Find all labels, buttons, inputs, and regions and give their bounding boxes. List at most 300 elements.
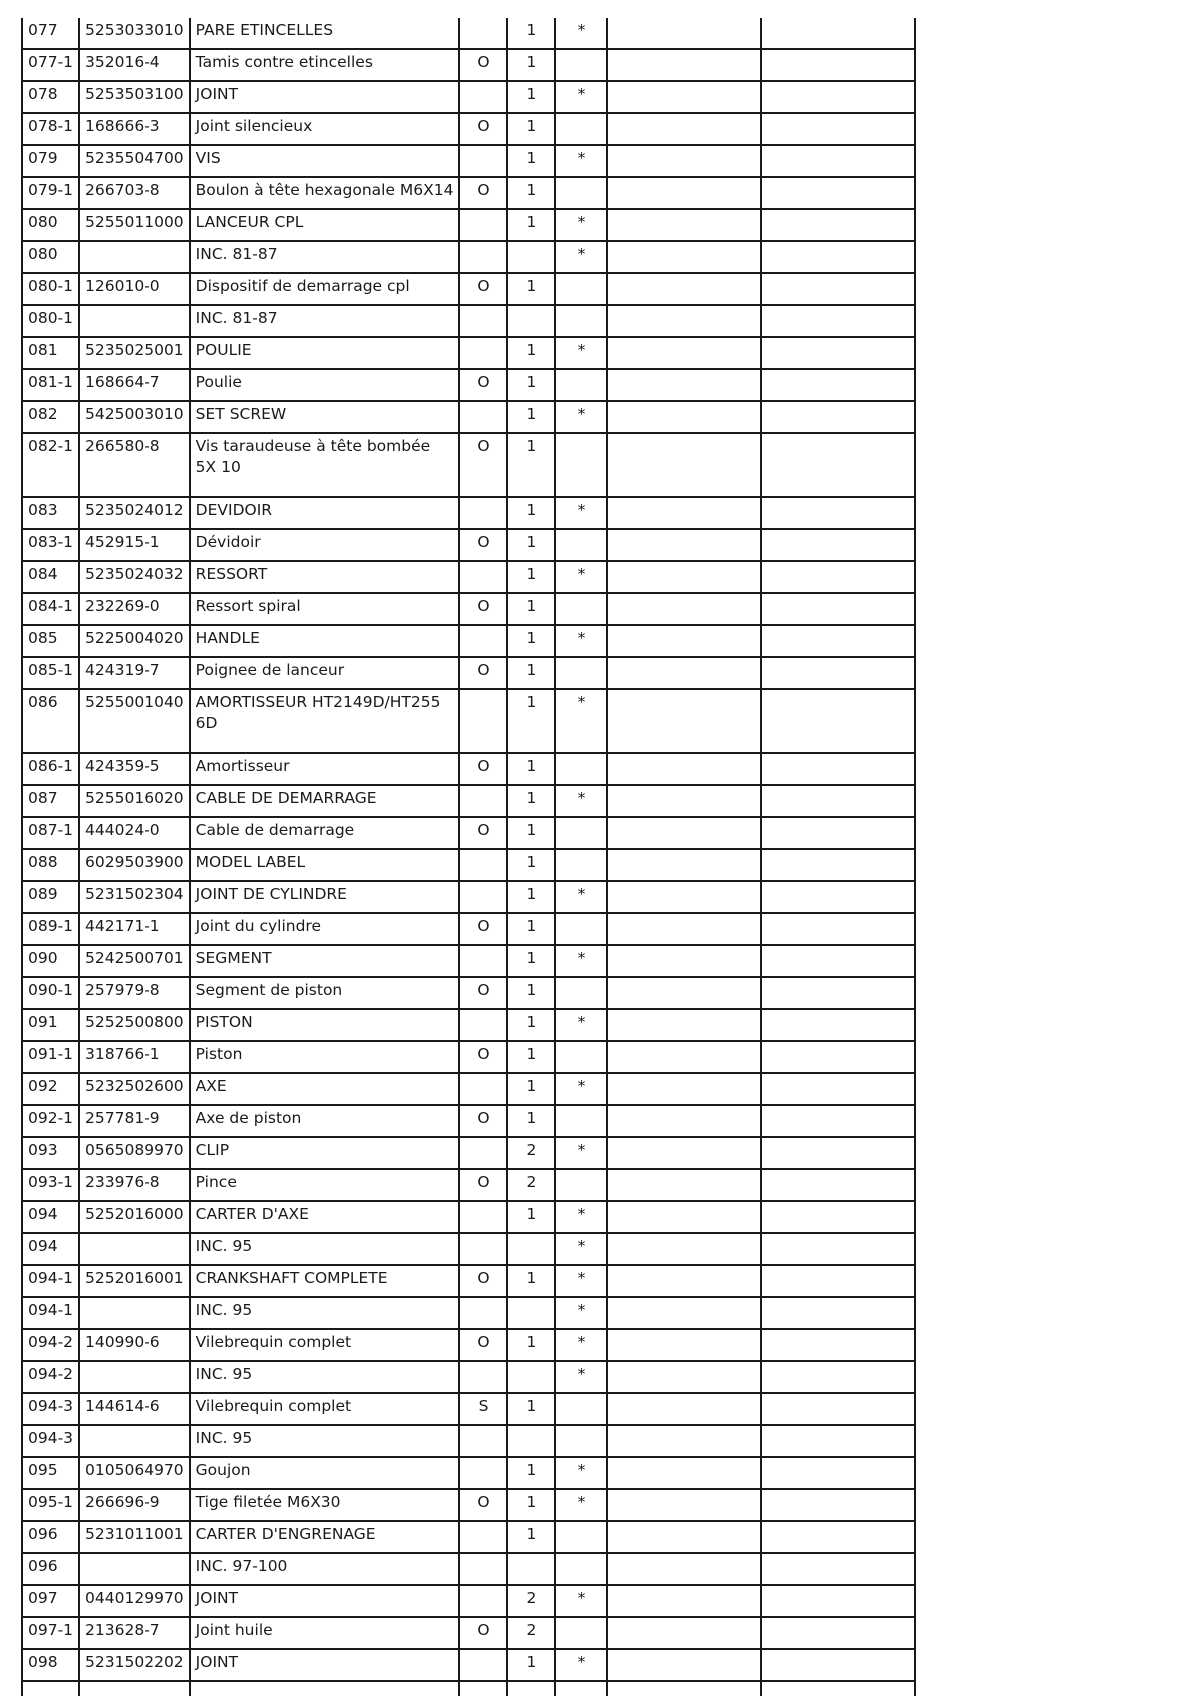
quantity-cell: 1 (507, 273, 555, 305)
marker-cell (555, 1553, 607, 1585)
empty-cell (761, 433, 915, 497)
description-cell: Amortisseur (190, 753, 460, 785)
table-row (22, 881, 915, 913)
table-row (22, 1041, 915, 1073)
part-number-cell: 424359-5 (79, 753, 190, 785)
empty-cell (607, 977, 761, 1009)
marker-cell: * (555, 881, 607, 913)
ref-cell: 091 (22, 1009, 79, 1041)
marker-cell: * (555, 1073, 607, 1105)
table-row (22, 1105, 915, 1137)
empty-cell (761, 1297, 915, 1329)
option-code-cell (459, 625, 507, 657)
empty-cell (607, 49, 761, 81)
description-cell: Vis taraudeuse à tête bombée 5X 10 (190, 433, 460, 497)
description-cell: Boulon à tête hexagonale M6X14 (190, 177, 460, 209)
empty-cell (607, 913, 761, 945)
table-row (22, 337, 915, 369)
option-code-cell: O (459, 753, 507, 785)
ref-cell: 086-1 (22, 753, 79, 785)
part-number-cell: 5252500800 (79, 1009, 190, 1041)
table-row (22, 561, 915, 593)
table-row (22, 1489, 915, 1521)
option-code-cell: O (459, 1105, 507, 1137)
ref-cell: 088 (22, 849, 79, 881)
empty-cell (607, 881, 761, 913)
marker-cell: * (555, 689, 607, 753)
option-code-cell (459, 1585, 507, 1617)
table-row (22, 625, 915, 657)
description-cell: INC. 95 (190, 1297, 460, 1329)
empty-cell (607, 305, 761, 337)
table-row (22, 113, 915, 145)
empty-cell (761, 1137, 915, 1169)
empty-cell (459, 1681, 507, 1696)
part-number-cell: 5253033010 (79, 18, 190, 49)
description-cell: Ressort spiral (190, 593, 460, 625)
marker-cell: * (555, 945, 607, 977)
table-row-continuation (22, 1681, 915, 1696)
option-code-cell (459, 305, 507, 337)
quantity-cell: 1 (507, 593, 555, 625)
empty-cell (761, 1425, 915, 1457)
part-number-cell: 126010-0 (79, 273, 190, 305)
table-row (22, 401, 915, 433)
ref-cell: 093 (22, 1137, 79, 1169)
part-number-cell: 233976-8 (79, 1169, 190, 1201)
part-number-cell: 168664-7 (79, 369, 190, 401)
description-cell: AXE (190, 1073, 460, 1105)
part-number-cell: 0440129970 (79, 1585, 190, 1617)
description-cell: Joint huile (190, 1617, 460, 1649)
ref-cell: 091-1 (22, 1041, 79, 1073)
table-row (22, 1361, 915, 1393)
empty-cell (607, 1393, 761, 1425)
marker-cell: * (555, 1585, 607, 1617)
ref-cell: 081-1 (22, 369, 79, 401)
table-row (22, 1137, 915, 1169)
empty-cell (607, 1137, 761, 1169)
empty-cell (607, 1585, 761, 1617)
quantity-cell: 1 (507, 913, 555, 945)
empty-cell (607, 337, 761, 369)
empty-cell (607, 81, 761, 113)
empty-cell (761, 945, 915, 977)
description-cell: Tige filetée M6X30 (190, 1489, 460, 1521)
option-code-cell (459, 241, 507, 273)
table-row (22, 977, 915, 1009)
quantity-cell: 1 (507, 657, 555, 689)
part-number-cell (79, 1233, 190, 1265)
quantity-cell: 1 (507, 1649, 555, 1681)
marker-cell: * (555, 1297, 607, 1329)
option-code-cell: O (459, 529, 507, 561)
empty-cell (607, 1233, 761, 1265)
description-cell: VIS (190, 145, 460, 177)
description-cell: Segment de piston (190, 977, 460, 1009)
option-code-cell: S (459, 1393, 507, 1425)
option-code-cell: O (459, 977, 507, 1009)
quantity-cell: 1 (507, 1489, 555, 1521)
description-cell: JOINT (190, 81, 460, 113)
part-number-cell: 266580-8 (79, 433, 190, 497)
empty-cell (607, 241, 761, 273)
table-row (22, 913, 915, 945)
description-cell: Vilebrequin complet (190, 1329, 460, 1361)
table-row (22, 81, 915, 113)
ref-cell: 094-2 (22, 1361, 79, 1393)
ref-cell: 094 (22, 1201, 79, 1233)
ref-cell: 089 (22, 881, 79, 913)
empty-cell (761, 1617, 915, 1649)
part-number-cell: 452915-1 (79, 529, 190, 561)
ref-cell: 080-1 (22, 273, 79, 305)
part-number-cell: 6029503900 (79, 849, 190, 881)
empty-cell (761, 145, 915, 177)
quantity-cell: 1 (507, 81, 555, 113)
table-row (22, 1425, 915, 1457)
empty-cell (761, 913, 915, 945)
ref-cell: 083 (22, 497, 79, 529)
ref-cell: 079 (22, 145, 79, 177)
part-number-cell: 5225004020 (79, 625, 190, 657)
option-code-cell: O (459, 1617, 507, 1649)
table-row (22, 433, 915, 497)
quantity-cell (507, 241, 555, 273)
empty-cell (190, 1681, 460, 1696)
part-number-cell: 424319-7 (79, 657, 190, 689)
quantity-cell (507, 1233, 555, 1265)
empty-cell (761, 561, 915, 593)
empty-cell (607, 1297, 761, 1329)
empty-cell (607, 177, 761, 209)
description-cell: CLIP (190, 1137, 460, 1169)
part-number-cell: 352016-4 (79, 49, 190, 81)
ref-cell: 093-1 (22, 1169, 79, 1201)
table-row (22, 945, 915, 977)
marker-cell (555, 1393, 607, 1425)
table-row (22, 1329, 915, 1361)
option-code-cell (459, 1073, 507, 1105)
empty-cell (607, 1105, 761, 1137)
quantity-cell: 1 (507, 1329, 555, 1361)
table-row (22, 305, 915, 337)
part-number-cell: 5252016000 (79, 1201, 190, 1233)
description-cell: Dispositif de demarrage cpl (190, 273, 460, 305)
marker-cell (555, 753, 607, 785)
table-row (22, 177, 915, 209)
table-row (22, 209, 915, 241)
description-cell: Tamis contre etincelles (190, 49, 460, 81)
empty-cell (761, 1553, 915, 1585)
option-code-cell: O (459, 1265, 507, 1297)
ref-cell: 090 (22, 945, 79, 977)
part-number-cell: 442171-1 (79, 913, 190, 945)
quantity-cell (507, 1361, 555, 1393)
ref-cell: 086 (22, 689, 79, 753)
marker-cell (555, 529, 607, 561)
option-code-cell: O (459, 913, 507, 945)
marker-cell (555, 177, 607, 209)
description-cell: CABLE DE DEMARRAGE (190, 785, 460, 817)
empty-cell (761, 1393, 915, 1425)
empty-cell (607, 1681, 761, 1696)
table-row (22, 1521, 915, 1553)
option-code-cell (459, 337, 507, 369)
quantity-cell: 1 (507, 529, 555, 561)
ref-cell: 085-1 (22, 657, 79, 689)
option-code-cell (459, 81, 507, 113)
marker-cell: * (555, 241, 607, 273)
part-number-cell (79, 1297, 190, 1329)
ref-cell: 096 (22, 1521, 79, 1553)
empty-cell (761, 1329, 915, 1361)
empty-cell (607, 1073, 761, 1105)
description-cell: INC. 97-100 (190, 1553, 460, 1585)
quantity-cell (507, 1297, 555, 1329)
empty-cell (607, 1201, 761, 1233)
quantity-cell: 1 (507, 337, 555, 369)
description-cell: CRANKSHAFT COMPLETE (190, 1265, 460, 1297)
marker-cell: * (555, 1329, 607, 1361)
quantity-cell (507, 305, 555, 337)
table-row (22, 145, 915, 177)
option-code-cell (459, 1649, 507, 1681)
quantity-cell: 1 (507, 817, 555, 849)
marker-cell (555, 1105, 607, 1137)
ref-cell: 084 (22, 561, 79, 593)
quantity-cell: 1 (507, 625, 555, 657)
marker-cell (555, 657, 607, 689)
description-cell: PARE ETINCELLES (190, 18, 460, 49)
option-code-cell (459, 1361, 507, 1393)
quantity-cell: 1 (507, 433, 555, 497)
empty-cell (761, 241, 915, 273)
empty-cell (607, 1265, 761, 1297)
part-number-cell: 5235025001 (79, 337, 190, 369)
empty-cell (761, 817, 915, 849)
empty-cell (761, 1681, 915, 1696)
option-code-cell: O (459, 113, 507, 145)
table-row (22, 753, 915, 785)
ref-cell: 097 (22, 1585, 79, 1617)
parts-table (21, 18, 916, 1696)
empty-cell (761, 849, 915, 881)
quantity-cell: 2 (507, 1169, 555, 1201)
empty-cell (761, 1585, 915, 1617)
marker-cell: * (555, 1233, 607, 1265)
ref-cell: 079-1 (22, 177, 79, 209)
option-code-cell (459, 1233, 507, 1265)
option-code-cell (459, 1553, 507, 1585)
marker-cell: * (555, 1489, 607, 1521)
ref-cell: 089-1 (22, 913, 79, 945)
option-code-cell (459, 881, 507, 913)
part-number-cell: 5231502202 (79, 1649, 190, 1681)
quantity-cell: 1 (507, 1393, 555, 1425)
quantity-cell: 1 (507, 561, 555, 593)
description-cell: Joint du cylindre (190, 913, 460, 945)
option-code-cell (459, 209, 507, 241)
option-code-cell: O (459, 1041, 507, 1073)
table-row (22, 1169, 915, 1201)
empty-cell (607, 849, 761, 881)
part-number-cell: 5252016001 (79, 1265, 190, 1297)
table-row (22, 1393, 915, 1425)
option-code-cell (459, 945, 507, 977)
marker-cell: * (555, 81, 607, 113)
table-row (22, 497, 915, 529)
empty-cell (761, 337, 915, 369)
marker-cell (555, 273, 607, 305)
empty-cell (607, 433, 761, 497)
quantity-cell: 1 (507, 881, 555, 913)
empty-cell (761, 1201, 915, 1233)
part-number-cell: 5232502600 (79, 1073, 190, 1105)
ref-cell: 081 (22, 337, 79, 369)
part-number-cell: 257979-8 (79, 977, 190, 1009)
empty-cell (607, 1457, 761, 1489)
empty-cell (607, 369, 761, 401)
empty-cell (607, 625, 761, 657)
option-code-cell (459, 1201, 507, 1233)
quantity-cell: 1 (507, 945, 555, 977)
description-cell: SEGMENT (190, 945, 460, 977)
empty-cell (607, 529, 761, 561)
quantity-cell: 1 (507, 369, 555, 401)
empty-cell (607, 1649, 761, 1681)
ref-cell: 082-1 (22, 433, 79, 497)
marker-cell (555, 113, 607, 145)
option-code-cell (459, 145, 507, 177)
part-number-cell: 5253503100 (79, 81, 190, 113)
table-row (22, 657, 915, 689)
table-row (22, 1649, 915, 1681)
description-cell: PISTON (190, 1009, 460, 1041)
empty-cell (761, 18, 915, 49)
marker-cell: * (555, 145, 607, 177)
part-number-cell: 318766-1 (79, 1041, 190, 1073)
empty-cell (607, 1521, 761, 1553)
option-code-cell: O (459, 433, 507, 497)
empty-cell (607, 1009, 761, 1041)
part-number-cell: 5235504700 (79, 145, 190, 177)
quantity-cell: 1 (507, 849, 555, 881)
ref-cell: 096 (22, 1553, 79, 1585)
option-code-cell: O (459, 657, 507, 689)
marker-cell (555, 817, 607, 849)
empty-cell (761, 785, 915, 817)
marker-cell (555, 49, 607, 81)
marker-cell (555, 913, 607, 945)
table-row (22, 49, 915, 81)
description-cell: POULIE (190, 337, 460, 369)
empty-cell (761, 1041, 915, 1073)
part-number-cell: 0565089970 (79, 1137, 190, 1169)
ref-cell: 097-1 (22, 1617, 79, 1649)
quantity-cell: 1 (507, 1041, 555, 1073)
ref-cell: 077-1 (22, 49, 79, 81)
option-code-cell: O (459, 177, 507, 209)
marker-cell: * (555, 1361, 607, 1393)
option-code-cell (459, 561, 507, 593)
marker-cell (555, 433, 607, 497)
quantity-cell: 1 (507, 1521, 555, 1553)
table-row (22, 369, 915, 401)
option-code-cell (459, 1521, 507, 1553)
description-cell: JOINT (190, 1585, 460, 1617)
empty-cell (761, 369, 915, 401)
empty-cell (607, 1553, 761, 1585)
marker-cell: * (555, 625, 607, 657)
ref-cell: 094-3 (22, 1425, 79, 1457)
empty-cell (607, 1617, 761, 1649)
option-code-cell (459, 497, 507, 529)
part-number-cell: 266703-8 (79, 177, 190, 209)
empty-cell (507, 1681, 555, 1696)
part-number-cell: 144614-6 (79, 1393, 190, 1425)
empty-cell (607, 497, 761, 529)
quantity-cell: 2 (507, 1617, 555, 1649)
quantity-cell: 1 (507, 1265, 555, 1297)
quantity-cell: 1 (507, 113, 555, 145)
ref-cell: 095-1 (22, 1489, 79, 1521)
description-cell: INC. 95 (190, 1425, 460, 1457)
quantity-cell: 1 (507, 1457, 555, 1489)
ref-cell: 078-1 (22, 113, 79, 145)
option-code-cell (459, 1137, 507, 1169)
empty-cell (761, 1105, 915, 1137)
empty-cell (761, 1521, 915, 1553)
ref-cell: 083-1 (22, 529, 79, 561)
marker-cell: * (555, 561, 607, 593)
quantity-cell: 1 (507, 977, 555, 1009)
part-number-cell: 5231502304 (79, 881, 190, 913)
option-code-cell: O (459, 1489, 507, 1521)
ref-cell: 094-1 (22, 1265, 79, 1297)
marker-cell: * (555, 337, 607, 369)
empty-cell (555, 1681, 607, 1696)
table-row (22, 689, 915, 753)
part-number-cell: 5235024012 (79, 497, 190, 529)
option-code-cell (459, 1457, 507, 1489)
quantity-cell: 1 (507, 18, 555, 49)
ref-cell: 080-1 (22, 305, 79, 337)
quantity-cell: 1 (507, 49, 555, 81)
option-code-cell (459, 785, 507, 817)
marker-cell: * (555, 1649, 607, 1681)
description-cell: Vilebrequin complet (190, 1393, 460, 1425)
ref-cell: 085 (22, 625, 79, 657)
part-number-cell (79, 305, 190, 337)
quantity-cell: 1 (507, 785, 555, 817)
marker-cell: * (555, 209, 607, 241)
part-number-cell: 5242500701 (79, 945, 190, 977)
ref-cell: 092-1 (22, 1105, 79, 1137)
empty-cell (607, 1425, 761, 1457)
description-cell: RESSORT (190, 561, 460, 593)
ref-cell: 098 (22, 1649, 79, 1681)
empty-cell (761, 881, 915, 913)
ref-cell: 084-1 (22, 593, 79, 625)
empty-cell (607, 689, 761, 753)
table-row (22, 849, 915, 881)
option-code-cell: O (459, 369, 507, 401)
empty-cell (761, 497, 915, 529)
empty-cell (761, 657, 915, 689)
marker-cell (555, 1169, 607, 1201)
description-cell: Goujon (190, 1457, 460, 1489)
